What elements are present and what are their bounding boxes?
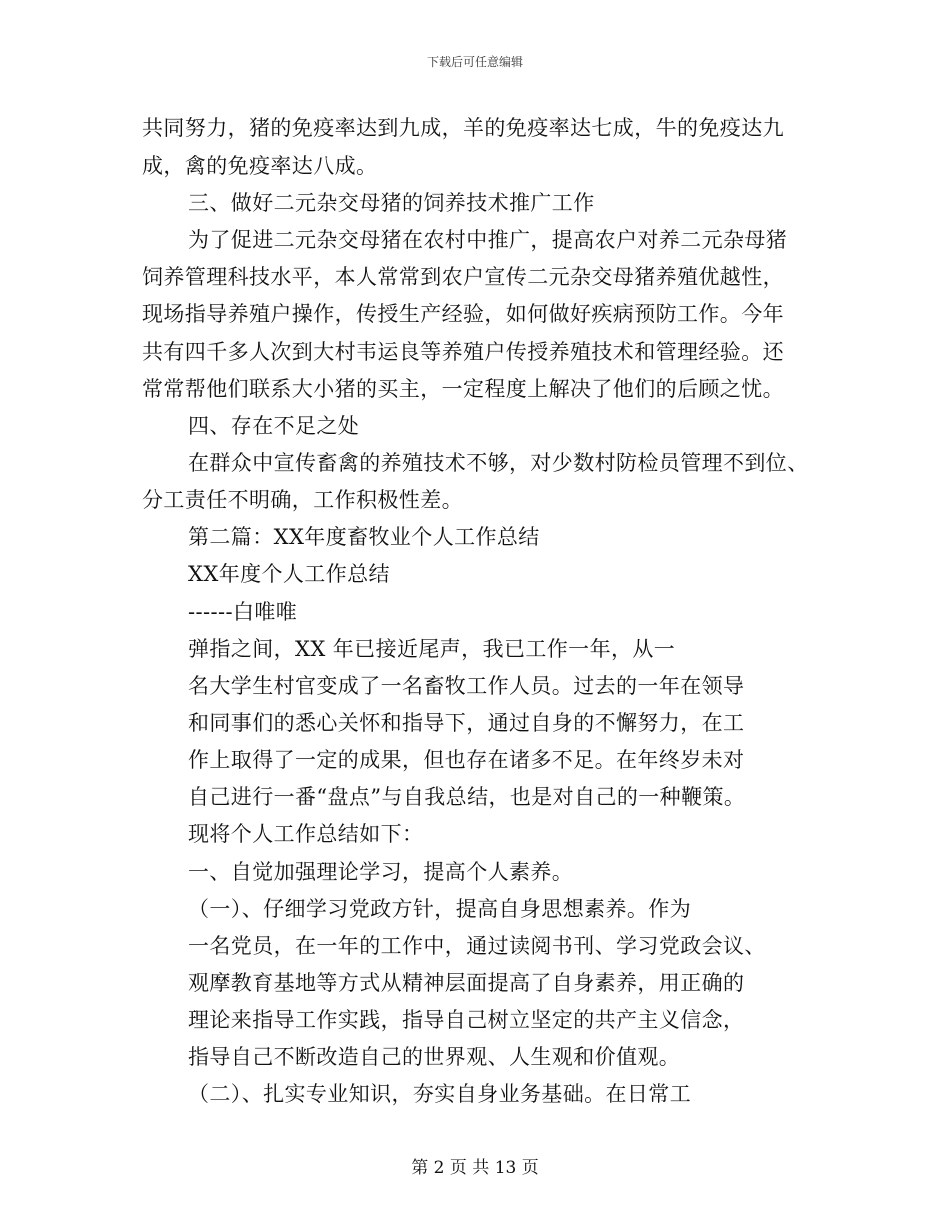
subsection-heading: （二）、扎实专业知识，夯实自身业务基础。在日常工 [188,1082,692,1106]
section-heading: 四、存在不足之处 [188,414,360,438]
body-line: 成，禽的免疫率达八成。 [142,154,378,178]
body-line: 现场指导养殖户操作，传授生产经验，如何做好疾病预防工作。今年 [142,302,784,326]
chapter-title: 第二篇：XX年度畜牧业个人工作总结 [188,525,540,549]
body-line: 和同事们的悉心关怀和指导下，通过自身的不懈努力，在工 [188,711,745,735]
page-number: 第 2 页 共 13 页 [411,1158,539,1178]
body-line: 名大学生村官变成了一名畜牧工作人员。过去的一年在领导 [188,674,745,698]
body-line: 指导自己不断改造自己的世界观、人生观和价值观。 [188,1045,681,1069]
document-title: XX年度个人工作总结 [188,562,390,586]
body-line: 弹指之间，XX 年已接近尾声，我已工作一年，从一 [188,637,676,661]
body-line: 理论来指导工作实践，指导自己树立坚定的共产主义信念， [188,1008,745,1032]
author-line: ------白唯唯 [188,600,298,624]
body-line: 饲养管理科技水平，本人常常到农户宣传二元杂交母猪养殖优越性， [142,265,784,289]
section-heading: 一、自觉加强理论学习，提高个人素养。 [188,860,574,884]
body-line: 分工责任不明确，工作积极性差。 [142,488,463,512]
body-line: 在群众中宣传畜禽的养殖技术不够，对少数村防检员管理不到位、 [188,451,809,475]
body-line: 常常帮他们联系大小猪的买主，一定程度上解决了他们的后顾之忧。 [142,377,784,401]
body-line: 现将个人工作总结如下： [188,822,424,846]
body-line: 共有四千多人次到大村韦运良等养殖户传授养殖技术和管理经验。还 [142,340,784,364]
body-line: 为了促进二元杂交母猪在农村中推广，提高农户对养二元杂母猪 [188,228,788,252]
subsection-heading: （一）、仔细学习党政方针，提高自身思想素养。作为 [188,897,692,921]
body-line: 共同努力，猪的免疫率达到九成，羊的免疫率达七成，牛的免疫达九 [142,116,784,140]
body-line: 自己进行一番“盘点”与自我总结，也是对自己的一种鞭策。 [188,785,746,809]
page-header-note: 下载后可任意编辑 [426,55,523,69]
section-heading: 三、做好二元杂交母猪的饲养技术推广工作 [188,191,595,215]
body-line: 一名党员，在一年的工作中，通过读阅书刊、学习党政会议、 [188,934,766,958]
body-line: 作上取得了一定的成果，但也存在诸多不足。在年终岁未对 [188,748,745,772]
body-line: 观摩教育基地等方式从精神层面提高了自身素养，用正确的 [188,971,745,995]
